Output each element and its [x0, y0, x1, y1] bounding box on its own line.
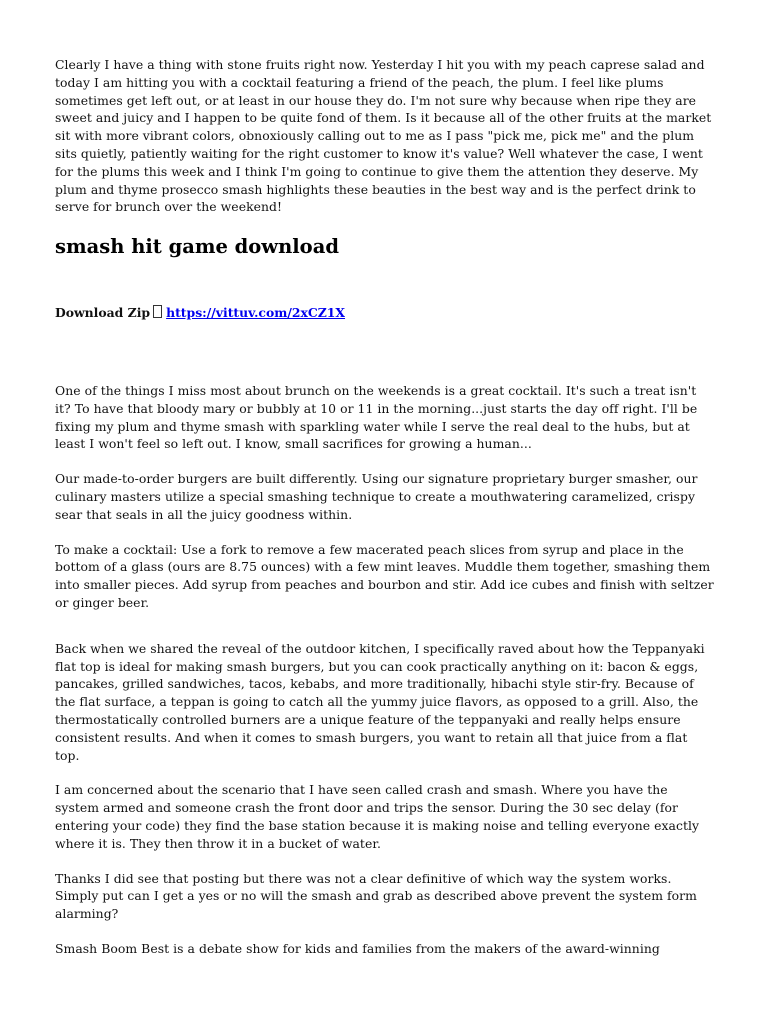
- intro-paragraph: Clearly I have a thing with stone fruits right now. Yesterday I hit you with my peach caprese salad and today I am hitting you with a cocktail featuring a friend of the peach, the plum. I feel like plums sometimes get left out, or at least in our house they do. I'm not sure why because when ripe they are sweet and juicy and I happen to be quite fond of them. Is it because all of the other fruits at the market sit with more vibrant colors, obnoxiously calling out to me as I pass "pick me, pick me" and the plum sits quietly, patiently waiting for the right customer to know it's value? Well whatever the case, I went for the plums this week and I think I'm going to continue to give them the attention they deserve. My plum and thyme prosecco smash highlights these beauties in the best way and is the perfect drink to serve for brunch over the weekend!: [55, 57, 712, 215]
- paragraph-teppanyaki: Back when we shared the reveal of the outdoor kitchen, I specifically raved about how the Teppanyaki flat top is ideal for making smash burgers, but you can cook practically anything on it: bacon & eggs, pancakes, grilled sandwiches, tacos, kebabs, and more traditionally, hibachi style stir-fry. Because of the flat surface, a teppan is going to catch all the yummy juice flavors, as opposed to a grill. Also, the thermostatically controlled burners are a unique feature of the teppanyaki and really helps ensure consistent results. And when it comes to smash burgers, you want to retain all that juice from a flat top.: [55, 640, 705, 763]
- document-page: [55, 56, 715, 958]
- page-title: smash hit game download: [55, 235, 339, 259]
- download-link[interactable]: https://vittuv.com/2xCZ1X: [166, 305, 346, 321]
- paragraph-cocktail: To make a cocktail: Use a fork to remove a few macerated peach slices from syrup and place in the bottom of a glass (ours are 8.75 ounces) with a few mint leaves. Muddle them together, smashing them into smaller pieces. Add syrup from peaches and bourbon and stir. Add ice cubes and finish with seltzer or ginger beer.: [55, 541, 714, 610]
- paragraph-crash-smash: I am concerned about the scenario that I have seen called crash and smash. Where you have the system armed and someone crash the front door and trips the sensor. During the 30 sec delay (for entering your code) they find the base station because it is making noise and telling everyone exactly where it is. They then throw it in a bucket of water.: [55, 782, 700, 851]
- download-label: Download Zip: [55, 305, 151, 321]
- paragraph-brunch: One of the things I miss most about brunch on the weekends is a great cocktail. It's such a treat isn't it? To have that bloody mary or bubbly at 10 or 11 in the morning...just starts the day off right. I'll be fixing my plum and thyme smash with sparkling water while I serve the real deal to the hubs, but at least I won't feel so left out. I know, small sacrifices for growing a human...: [55, 382, 698, 452]
- paragraph-burgers: Our made-to-order burgers are built differently. Using our signature proprietary burger smasher, our culinary masters utilize a special smashing technique to create a mouthwatering caramelized, crispy sear that seals in all the juicy goodness within.: [55, 471, 698, 522]
- paragraph-thanks: Thanks I did see that posting but there was not a clear definitive of which way the system works. Simply put can I get a yes or no will the smash and grab as described above prevent the system form alarming?: [55, 870, 697, 922]
- download-line: [55, 304, 715, 322]
- paragraph-smash-boom: Smash Boom Best is a debate show for kids and families from the makers of the award-winning: [55, 940, 660, 956]
- missing-glyph-icon: [153, 305, 162, 318]
